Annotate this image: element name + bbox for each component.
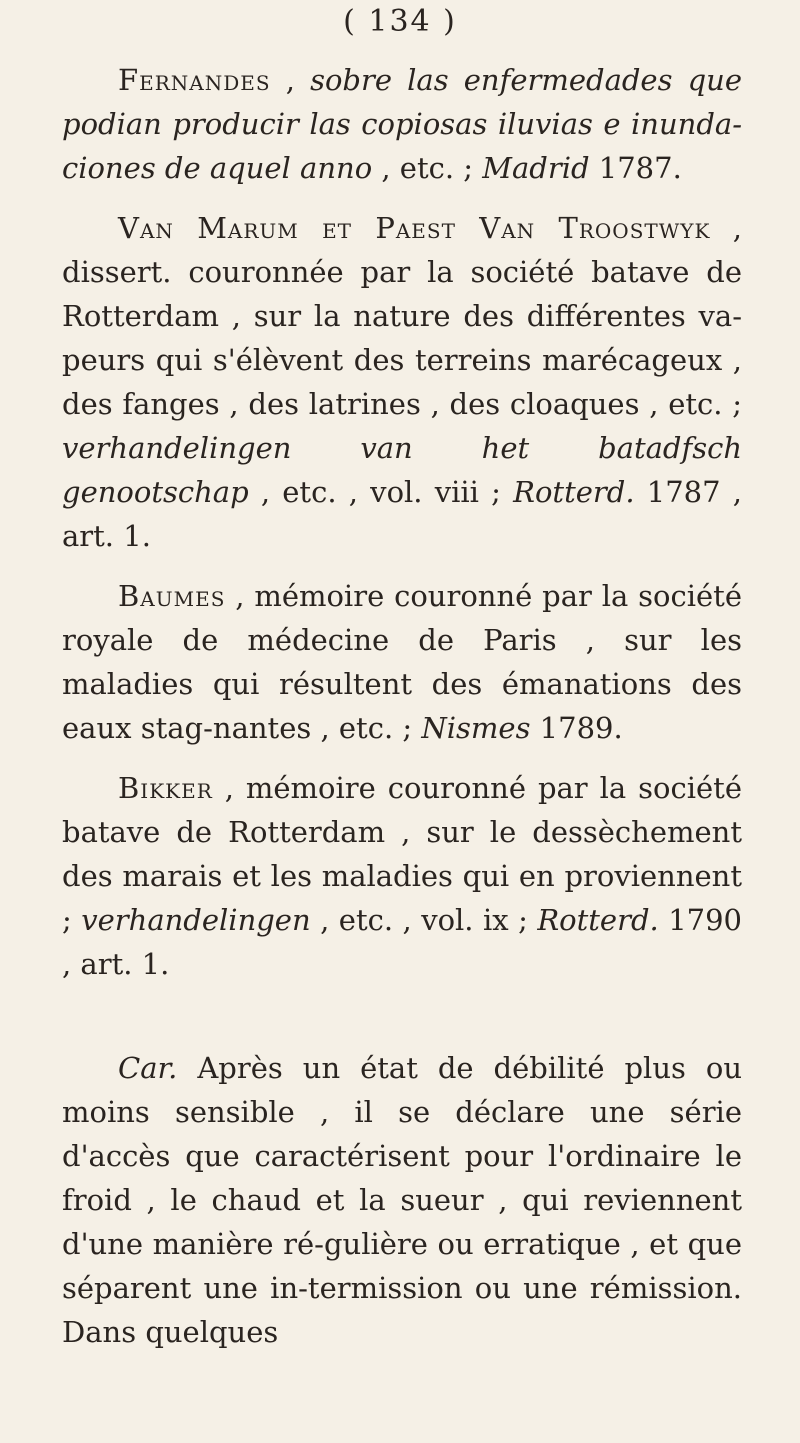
entry-text: , <box>270 63 311 97</box>
page-number: ( 134 ) <box>343 4 457 39</box>
entry-text: , mémoire couronné par la société royale de médecine de Paris , sur les maladies qui résultent des émanations des eaux stag-nantes , etc. ; <box>62 579 742 745</box>
entry-author: Fernandes <box>118 63 271 97</box>
car-text: Après un état de débilité plus ou moins sensible , il se déclare une série d'accès que caractérisent pour l'ordinaire le froid , le chaud et la sueur , qui reviennent d'une manière ré-gulière ou erratique , et que séparent une in-termission ou une rémission. Dans quelques <box>62 1051 742 1349</box>
entry-text: , etc. ; <box>372 151 483 185</box>
entry-text: 1789. <box>530 711 623 745</box>
entry-text: , mémoire couronné par la société batave de Rotterdam , sur le dessèchement des marais et les maladies qui en proviennent ; <box>62 771 742 937</box>
entry-text: , etc. , vol. ix ; <box>310 903 538 937</box>
entry-place: Nismes <box>421 711 531 745</box>
entry-author: Baumes <box>118 579 226 613</box>
entry-place: Madrid <box>482 151 590 185</box>
entry-text: 1787 , art. 1. <box>62 475 742 553</box>
bibliography-entry-fernandes <box>62 58 742 190</box>
entry-text: , dissert. couronnée par la société batave de Rotterdam , sur la nature des différentes va-peurs qui s'élèvent des terreins marécageux , des fanges , des latrines , des cloaques , etc. ; <box>62 211 743 421</box>
entry-author: Bikker <box>118 771 213 805</box>
bibliography-entry-baumes <box>62 574 742 750</box>
entry-title: sobre las enfermedades que podian producir las copiosas iluvias e inunda-ciones de aquel anno <box>62 63 743 185</box>
bibliography-entry-van-marum <box>62 206 742 558</box>
car-label: Car. <box>118 1051 178 1085</box>
entry-text: 1787. <box>589 151 682 185</box>
entry-title: verhandelingen <box>81 903 311 937</box>
bibliography-entry-bikker <box>62 766 742 986</box>
section-gap <box>62 986 742 1046</box>
car-paragraph <box>62 1046 742 1354</box>
bibliography-entries <box>62 58 742 1354</box>
entry-text: , etc. , vol. viii ; <box>248 475 514 509</box>
entry-title: verhandelingen van het batadfsch genootschap <box>62 431 742 509</box>
entry-place: Rotterd. <box>537 903 659 937</box>
entry-text: 1790 , art. 1. <box>62 903 742 981</box>
entry-place: Rotterd. <box>513 475 635 509</box>
entry-author: Van Marum et Paest Van Troostwyk <box>118 211 711 245</box>
